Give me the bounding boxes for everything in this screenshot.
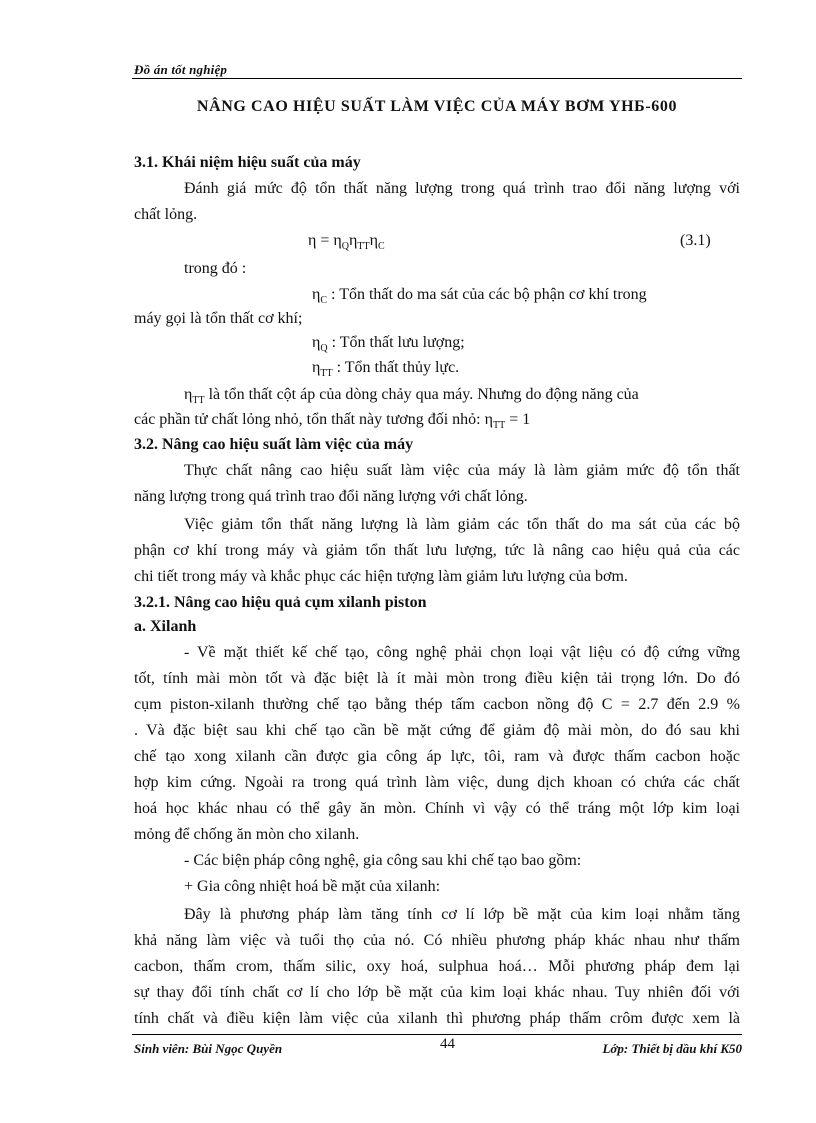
- definition-eta-q: $\eta_Q$ : Tổn thất lưu lượng;: [312, 334, 465, 354]
- where-label: trong đó :: [184, 260, 247, 277]
- paragraph-line: cụm piston-xilanh thường chế tạo bằng thép tấm cacbon nồng độ C = 2.7 đến 2.9 %: [134, 696, 740, 713]
- footer-rule: [132, 1034, 742, 1035]
- note-line: các phần tử chất lỏng nhỏ, tổn thất này tương đối nhỏ: $\eta_{TT} = 1$: [134, 411, 531, 431]
- paragraph-line: chế tạo xong xilanh cần được gia công áp lực, tôi, ram và được thấm cacbon hoặc: [134, 748, 740, 765]
- paragraph-line: . Và đặc biệt sau khi chế tạo cần bề mặt cứng để giảm độ mài mòn, do đó sau khi: [134, 722, 740, 739]
- paragraph-line: sự thay đổi tính chất cơ lí cho lớp bề mặt của kim loại khác nhau. Tuy nhiên đối với: [134, 984, 740, 1001]
- paragraph-line: Đây là phương pháp làm tăng tính cơ lí lớp bề mặt của kim loại nhằm tăng: [184, 906, 740, 923]
- running-header: Đồ án tốt nghiệp: [134, 62, 228, 77]
- equation-number: (3.1): [680, 232, 711, 249]
- header-rule: [132, 78, 742, 79]
- page-number: 44: [440, 1036, 455, 1052]
- paragraph-line: tính chất và điều kiện làm việc của xilanh thì phương pháp thấm crôm được xem là: [134, 1010, 740, 1027]
- paragraph-line: - Các biện pháp công nghệ, gia công sau khi chế tạo bao gồm:: [184, 852, 582, 869]
- paragraph-line: Thực chất nâng cao hiệu suất làm việc của máy là làm giảm mức độ tổn thất: [184, 462, 740, 479]
- paragraph-line: Việc giảm tổn thất năng lượng là làm giảm các tổn thất do ma sát của các bộ: [184, 516, 740, 533]
- footer-class: Lớp: Thiết bị dầu khí K50: [602, 1041, 742, 1056]
- note-line: $\eta_{TT}$ là tổn thất cột áp của dòng chảy qua máy. Nhưng do động năng của: [184, 386, 639, 406]
- section-3-1-heading: 3.1. Khái niệm hiệu suất của máy: [134, 154, 361, 171]
- definition-eta-c: $\eta_C$ : Tổn thất do ma sát của các bộ phận cơ khí trong: [312, 286, 647, 306]
- definition-eta-tt: $\eta_{TT}$ : Tổn thất thủy lực.: [312, 359, 460, 379]
- section-3-2-1-heading: 3.2.1. Nâng cao hiệu quả cụm xilanh piston: [134, 594, 427, 611]
- definition-eta-c-cont: máy gọi là tổn thất cơ khí;: [134, 310, 303, 327]
- paragraph-line: năng lượng trong quá trình trao đổi năng lượng với chất lỏng.: [134, 488, 528, 505]
- paragraph-line: khả năng làm việc và tuổi thọ của nó. Có nhiều phương pháp khác nhau như thấm: [134, 932, 740, 949]
- section-3-2-heading: 3.2. Nâng cao hiệu suất làm việc của máy: [134, 436, 414, 453]
- paragraph-line: cacbon, thấm crom, thấm silic, oxy hoá, sulphua hoá… Mỗi phương pháp đem lại: [134, 958, 740, 975]
- equation-3-1: $\eta = \eta_Q\eta_{TT}\eta_C$: [308, 232, 385, 252]
- paragraph-line: mỏng để chống ăn mòn cho xilanh.: [134, 826, 360, 843]
- subsection-a-heading: a. Xilanh: [134, 618, 197, 635]
- paragraph-line: phận cơ khí trong máy và giảm tổn thất lưu lượng, tức là nâng cao hiệu quả của các: [134, 542, 740, 559]
- paragraph-line: chất lỏng.: [134, 206, 198, 223]
- footer-student: Sinh viên: Bùi Ngọc Quyền: [134, 1041, 283, 1056]
- paragraph-line: hoá học khác nhau có thể gây ăn mòn. Chính vì vậy có thể tráng một lớp kim loại: [134, 800, 740, 817]
- paragraph-line: hợp kim cứng. Ngoài ra trong quá trình làm việc, dung dịch khoan có chứa các chất: [134, 774, 740, 791]
- paragraph-line: tốt, tính mài mòn tốt và đặc biệt là ít mài mòn trong điều kiện tải trọng lớn. Do đó: [134, 670, 740, 687]
- page-title: NÂNG CAO HIỆU SUẤT LÀM VIỆC CỦA MÁY BƠM YHБ-600: [196, 98, 678, 115]
- paragraph-line: Đánh giá mức độ tổn thất năng lượng trong quá trình trao đổi năng lượng với: [184, 180, 740, 197]
- paragraph-line: chi tiết trong máy và khắc phục các hiện tượng làm giảm lưu lượng của bơm.: [134, 568, 628, 585]
- paragraph-line: + Gia công nhiệt hoá bề mặt của xilanh:: [184, 878, 441, 895]
- paragraph-line: - Về mặt thiết kế chế tạo, công nghệ phải chọn loại vật liệu có độ cứng vững: [184, 644, 740, 661]
